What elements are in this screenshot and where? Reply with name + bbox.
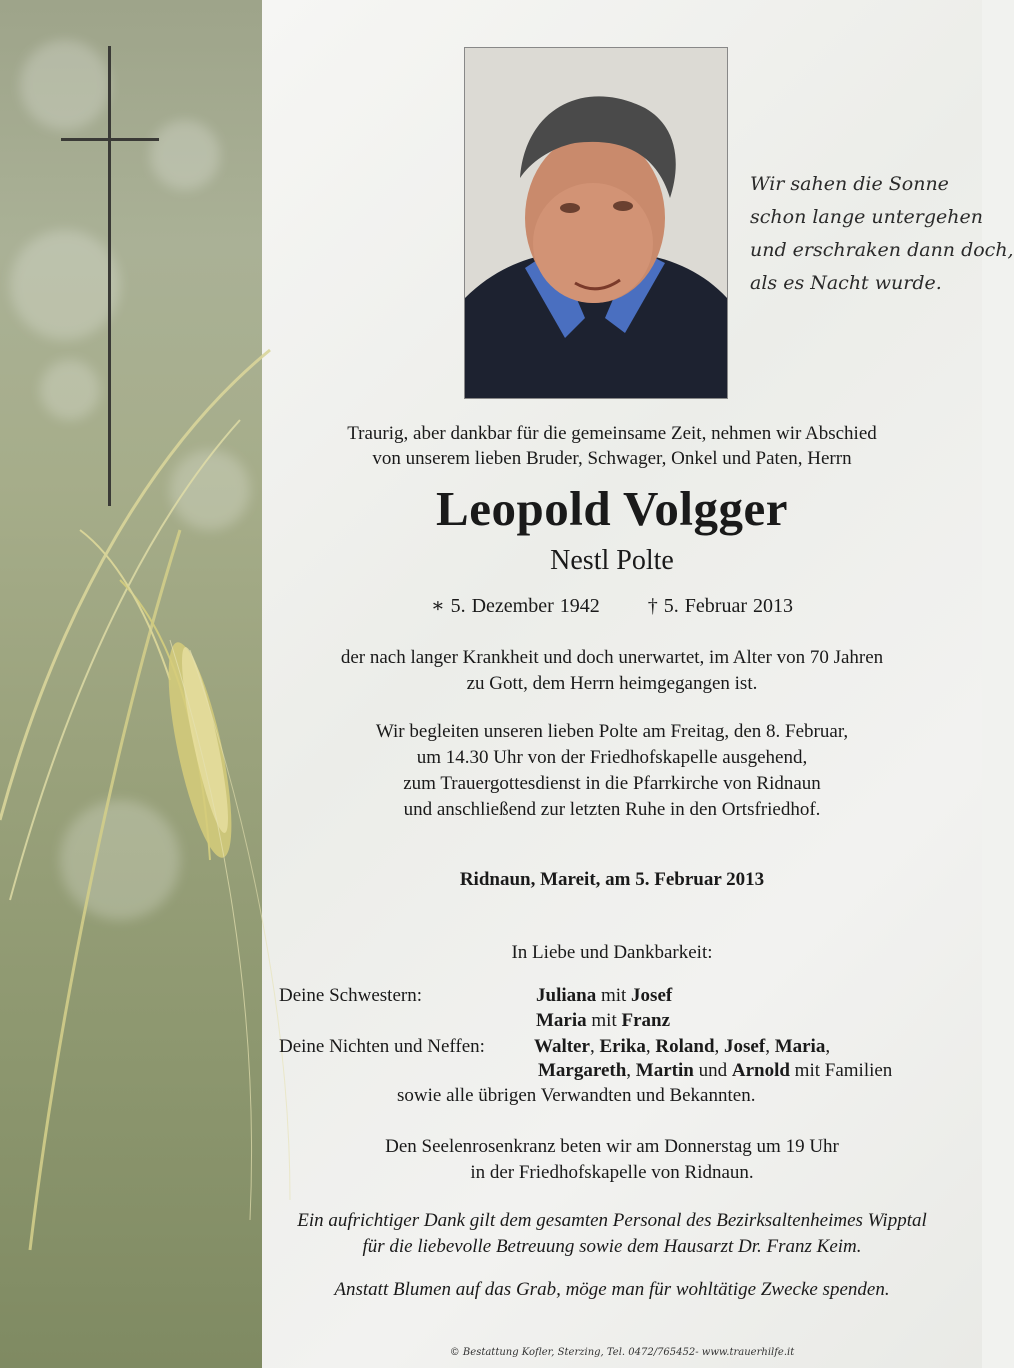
quote-line: Wir sahen die Sonne — [750, 173, 949, 195]
thanks-line: Ein aufrichtiger Dank gilt dem gesamten Personal des Bezirksaltenheimes Wipptal — [297, 1210, 927, 1231]
relative-name: Martin — [635, 1060, 694, 1081]
separator: , — [645, 1036, 656, 1057]
quote-line: schon lange untergehen — [750, 206, 983, 228]
quote-line: und erschraken dann doch, — [750, 239, 1014, 261]
portrait-photo — [464, 47, 728, 399]
funeral-line: zum Trauergottesdienst in die Pfarrkirche von Ridnaun — [403, 773, 821, 794]
passing-line: der nach langer Krankheit und doch unerwartet, im Alter von 70 Jahren — [340, 647, 884, 668]
relative-name: Arnold — [731, 1060, 790, 1081]
intro-line: Traurig, aber dankbar für die gemeinsame Zeit, nehmen wir Abschied — [347, 423, 877, 444]
intro-text — [262, 421, 962, 471]
sisters-row — [536, 1010, 670, 1032]
in-love-heading: In Liebe und Dankbarkeit: — [511, 942, 713, 963]
rosary-text — [262, 1134, 962, 1186]
funeral-line: um 14.30 Uhr von der Friedhofskapelle ausgehend, — [416, 747, 808, 768]
relative-name: Josef — [631, 985, 673, 1006]
rosary-line: Den Seelenrosenkranz beten wir am Donnerstag um 19 Uhr — [385, 1136, 839, 1157]
connector: mit — [600, 985, 627, 1006]
footer-credit: © Bestattung Kofler, Sterzing, Tel. 0472/765452- www.trauerhilfe.it — [449, 1347, 795, 1358]
separator: , — [626, 1060, 636, 1081]
relative-name: Franz — [621, 1010, 671, 1031]
separator: , — [589, 1036, 600, 1057]
nieces-row — [534, 1036, 830, 1058]
intro-line: von unserem lieben Bruder, Schwager, Onkel und Paten, Herrn — [372, 448, 852, 469]
nieces-label: Deine Nichten und Neffen: — [279, 1036, 485, 1057]
relative-name: Roland — [655, 1036, 715, 1057]
relative-name: Josef — [724, 1036, 766, 1057]
separator: , — [765, 1036, 775, 1057]
nieces-row — [538, 1060, 892, 1082]
quote-line: als es Nacht wurde. — [750, 272, 942, 294]
relative-name: Walter — [534, 1036, 590, 1057]
relative-name: Maria — [774, 1036, 826, 1057]
deceased-name: Leopold Volgger — [436, 481, 788, 536]
life-dates — [262, 593, 962, 618]
relative-name: Maria — [536, 1010, 587, 1031]
connector: und — [693, 1060, 732, 1081]
funeral-line: Wir begleiten unseren lieben Polte am Freitag, den 8. Februar, — [375, 721, 849, 742]
deceased-nickname: Nestl Polte — [550, 545, 674, 576]
passing-text — [262, 645, 962, 697]
rosary-line: in der Friedhofskapelle von Ridnaun. — [470, 1162, 754, 1183]
sisters-row — [536, 985, 672, 1007]
flowers-note: Anstatt Blumen auf das Grab, möge man für wohltätige Zwecke spenden. — [334, 1279, 890, 1300]
funeral-line: und anschließend zur letzten Ruhe in den Ortsfriedhof. — [403, 799, 821, 820]
relative-name: Juliana — [536, 985, 597, 1006]
thanks-line: für die liebevolle Betreuung sowie dem Hausarzt Dr. Franz Keim. — [362, 1236, 862, 1257]
passing-line: zu Gott, dem Herrn heimgegangen ist. — [466, 673, 758, 694]
connector: mit Familien — [789, 1060, 893, 1081]
other-relatives: sowie alle übrigen Verwandten und Bekannten. — [397, 1085, 756, 1106]
wheat-stalk-decoration — [0, 300, 300, 1250]
relative-name: Erika — [599, 1036, 646, 1057]
separator: , — [825, 1036, 831, 1057]
connector: mit — [591, 1010, 617, 1031]
separator: , — [714, 1036, 725, 1057]
funeral-text — [262, 719, 962, 823]
birth-date: ∗ 5. Dezember 1942 — [431, 595, 600, 617]
death-date: † 5. Februar 2013 — [647, 595, 793, 617]
place-date: Ridnaun, Mareit, am 5. Februar 2013 — [459, 869, 765, 890]
thanks-text — [262, 1208, 962, 1260]
relative-name: Margareth — [538, 1060, 627, 1081]
poem-quote — [750, 168, 1014, 300]
sisters-label: Deine Schwestern: — [279, 985, 422, 1006]
